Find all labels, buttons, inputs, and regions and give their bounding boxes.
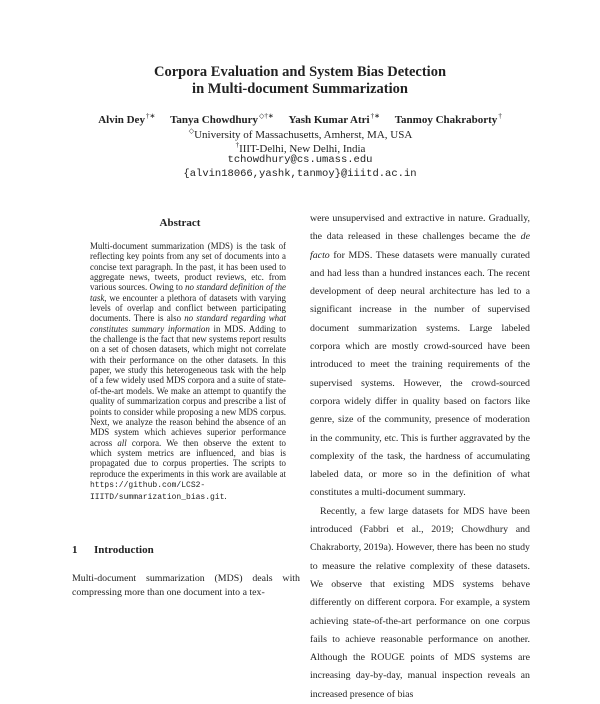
- paragraph: Recently, a few large datasets for MDS have been introduced (Fabbri et al., 2019; Chowdhury and Chakraborty, 2019a). However, there has been no study to measure the relative complexity of these datasets. We observe that existing MDS systems behave differently on different corpora. For example, a system achieving state-of-the-art performance on one corpus fails to achieve reasonable performance on another. Although the ROUGE points of MDS systems are increasing day-by-day, manual inspection reveals an increased presence of bias: [310, 505, 530, 700]
- abstract-emphasis: all: [117, 437, 127, 448]
- paragraph-text: were unsupervised and extractive in nature. Gradually, the data released in these challenges became the: [310, 213, 530, 243]
- abstract-text: Multi-document summarization (MDS) is the task of reflecting key points from any set of documents into a concise text paragraph. In the past, it has been used to aggregate news, tweets, product reviews, etc. from various sources. Owing to: [90, 241, 286, 293]
- title-line-1: Corpora Evaluation and System Bias Detection: [153, 64, 447, 80]
- abstract-heading: Abstract: [159, 217, 201, 229]
- author-marks: †: [498, 112, 502, 120]
- abstract-text: in MDS. Adding to the challenge is the fact that new systems report results on a set of chosen datasets, which might not correlate with their performance on the other datasets. In this paper, we study this heterogeneous task with the help of a few widely used MDS corpora and a suite of state-of-the-art models. We make an attempt to quantify the quality of summarization corpus and prescribe a list of points to consider while proposing a new MDS corpus. Next, we analyze the reason behind the absence of an MDS system which achieves superior performance across: [90, 323, 286, 448]
- section-title: Introduction: [94, 544, 154, 556]
- affiliation-text: University of Massachusetts, Amherst, MA, USA: [194, 129, 413, 141]
- affiliation-mark: ◇: [188, 127, 195, 135]
- affiliation-text: IIIT-Delhi, New Delhi, India: [239, 143, 366, 155]
- section-heading: [72, 544, 154, 556]
- author-name: Yash Kumar Atri: [288, 114, 370, 126]
- section-number: 1: [72, 544, 78, 556]
- paragraph-text: for MDS. These datasets were manually curated and had less than a hundred instances each. The recent development of deep neural architecture has led to a significant increase in the number of supervised document summarization systems. Large labeled corpora which are mostly crowd-sourced have been introduced to meet the training requirements of the supervised systems. However, the crowd-sourced corpora widely differ in quality based on factors like genre, size of the community, presence of moderation in the community, etc. This is further aggravated by the complexity of the task, the hardness of accumulating labeled data, or more so in the definition of what constitutes a multi-document summary.: [310, 249, 530, 499]
- author-marks: ◇†∗: [259, 112, 274, 120]
- author-name: Alvin Dey: [98, 114, 145, 126]
- intro-paragraph: Multi-document summarization (MDS) deals with compressing more than one document into a tex-: [72, 573, 300, 598]
- abstract-emphasis: no standard regarding what constitutes summary information: [90, 313, 286, 334]
- title-line-2: in Multi-document Summarization: [192, 81, 408, 97]
- paragraph-emphasis: de facto: [310, 231, 530, 261]
- author-marks: †∗: [145, 112, 156, 120]
- author-marks: †∗: [370, 112, 380, 120]
- abstract-text: .: [224, 491, 227, 502]
- affiliation-mark: †: [235, 141, 240, 149]
- abstract-text: corpora. We then observe the extent to which system metrics are influenced, and bias is propagated due to corpus properties. The scripts to reproduce the experiments in this work are available at: [90, 437, 286, 479]
- email: {alvin18066,yashk,tanmoy}@iiitd.ac.in: [183, 168, 417, 180]
- abstract-text: , we encounter a plethora of datasets with varying levels of overlap and conflict between participating documents. There is also: [90, 292, 286, 324]
- abstract-emphasis: no standard definition of the task: [90, 282, 286, 303]
- right-column: [310, 210, 530, 704]
- paper-title: [0, 64, 600, 98]
- abstract-body: [90, 241, 286, 504]
- email: tchowdhury@cs.umass.edu: [227, 154, 373, 166]
- repository-link[interactable]: https://github.com/LCS2-IIITD/summarization_bias.git: [90, 480, 225, 503]
- paragraph: [310, 210, 530, 503]
- author-name: Tanya Chowdhury: [170, 114, 258, 126]
- author-name: Tanmoy Chakraborty: [394, 114, 498, 126]
